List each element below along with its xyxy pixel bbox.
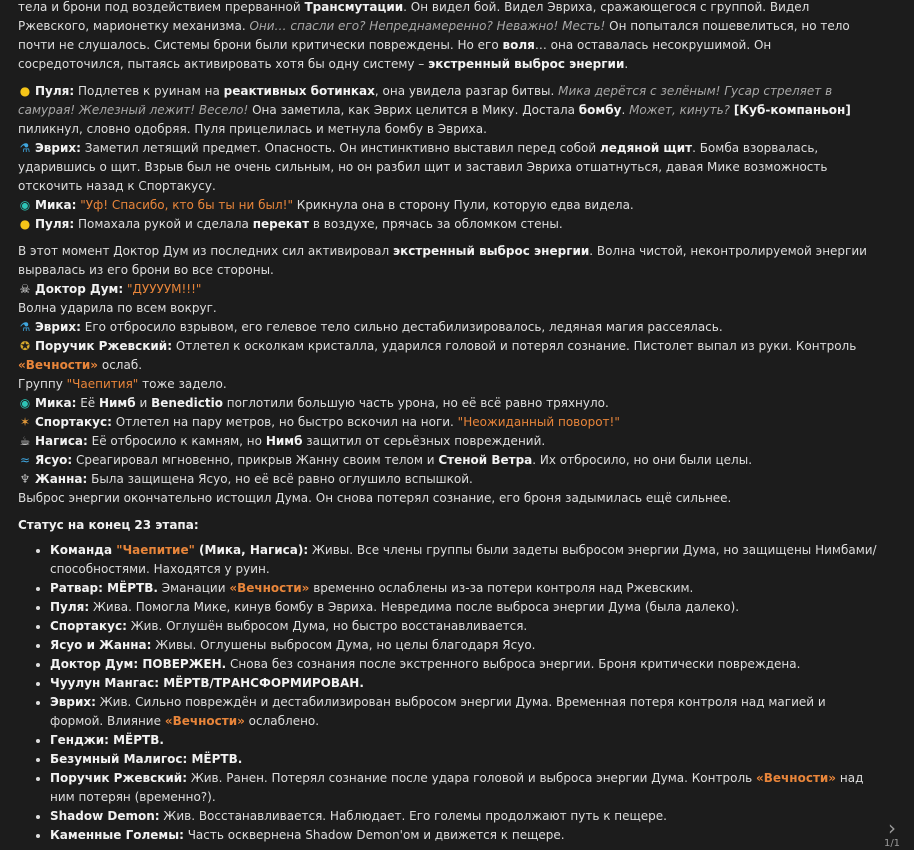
paragraph-nagisa: ☕ Нагиса: Её отбросило к камням, но Нимб защитил от серьёзных повреждений. <box>18 432 880 451</box>
list-item: • Спортакус: Жив. Оглушён выбросом Дума, но быстро восстанавливается. <box>50 617 880 636</box>
paragraph-zhanna: ♆ Жанна: Была защищена Ясуо, но её всё равно оглушило вспышкой. <box>18 470 880 489</box>
teacup-icon: ☕ <box>19 434 31 448</box>
paragraph-group-hit: Группу "Чаепития" тоже задело. <box>18 377 227 391</box>
list-item: • Доктор Дум: ПОВЕРЖЕН. Снова без сознания после экстренного выброса энергии. Броня критически повреждена. <box>50 655 880 674</box>
list-item: • Поручик Ржевский: Жив. Ранен. Потерял сознание после удара головой и выброса энергии Дума. Контроль «Вечности» над ним потерян (временно?). <box>50 769 880 807</box>
status-title: Статус на конец 23 этапа: <box>18 518 199 532</box>
test-tube-icon: ⚗ <box>19 141 31 155</box>
paragraph-intro: тела и брони под воздействием прерванной Трансмутации. Он видел бой. Видел Эвриха, сражающегося с группой. Видел Ржевского, марионетку механизма. Они… спасли его? Непреднамеренно? Неважно! Месть! Он попытался пошевелиться, но тело почти не слушалось. Системы брони были критически повреждены. Но его воля… она оставалась несокрушимой. Он сосредоточился, пытаясь активировать хотя бы одну систему – экстренный выброс энергии. <box>18 0 850 71</box>
medal-icon: ✪ <box>19 339 31 353</box>
document-body <box>18 0 880 845</box>
paragraph-pulya-bomb: ● Пуля: Подлетев к руинам на реактивных ботинках, она увидела разгар битвы. Мика дерётся с зелёным! Гусар стреляет в самурая! Железный лежит! Весело! Она заметила, как Эврих целится в Мику. Достала бомбу. Может, кинуть? [Куб-компаньон] пиликнул, словно одобряя. Пуля прицелилась и метнула бомбу в Эвриха. <box>18 84 851 136</box>
chevron-right-icon[interactable]: › <box>888 816 896 840</box>
paragraph-doom-shout: ☠ Доктор Дум: "ДУУУУМ!!!" <box>18 280 880 299</box>
wave-icon: ≈ <box>19 453 31 467</box>
page-counter: 1/1 <box>883 838 901 849</box>
eye-icon: ◉ <box>19 396 31 410</box>
paragraph-doom-exhausted: Выброс энергии окончательно истощил Дума. Он снова потерял сознание, его броня задымилась ещё сильнее. <box>18 491 732 505</box>
list-item: • Безумный Малигос: МЁРТВ. <box>50 750 880 769</box>
pager <box>878 818 906 850</box>
list-item: • Команда "Чаепитие" (Мика, Нагиса): Живы. Все члены группы были задеты выбросом энергии Дума, но защищены Нимбами/способностями. Находятся у руин. <box>50 541 880 579</box>
list-item: • Пуля: Жива. Помогла Мике, кинув бомбу в Эвриха. Невредима после выброса энергии Дума (была далеко). <box>50 598 880 617</box>
list-item: • Каменные Големы: Часть осквернена Shadow Demon'ом и движется к пещере. <box>50 826 880 845</box>
list-item: • Ратвар: МЁРТВ. Эманации «Вечности» временно ослаблены из-за потери контроля над Ржевским. <box>50 579 880 598</box>
yellow-circle-icon: ● <box>19 84 31 98</box>
paragraph-yasuo: ≈ Ясуо: Среагировал мгновенно, прикрыв Жанну своим телом и Стеной Ветра. Их отбросило, но они были целы. <box>18 451 880 470</box>
eye-icon: ◉ <box>19 198 31 212</box>
list-item: • Генджи: МЁРТВ. <box>50 731 880 750</box>
yellow-circle-icon: ● <box>19 217 31 231</box>
paragraph-rzhevsky: ✪ Поручик Ржевский: Отлетел к осколкам кристалла, ударился головой и потерял сознание. Пистолет выпал из руки. Контроль «Вечности» ослаб. <box>18 339 857 372</box>
paragraph-doom-blast: В этот момент Доктор Дум из последних сил активировал экстренный выброс энергии. Волна чистой, неконтролируемой энергии вырвалась из его брони во все стороны. <box>18 244 867 277</box>
paragraph-wave: Волна ударила по всем вокруг. <box>18 301 217 315</box>
paragraph-sportacus: ✶ Спортакус: Отлетел на пару метров, но быстро вскочил на ноги. "Неожиданный поворот!" <box>18 413 880 432</box>
list-item: • Чуулун Мангас: МЁРТВ/ТРАНСФОРМИРОВАН. <box>50 674 880 693</box>
paragraph-mika-thanks: ◉ Мика: "Уф! Спасибо, кто бы ты ни был!" Крикнула она в сторону Пули, которую едва видела. <box>18 196 880 215</box>
list-item: • Эврих: Жив. Сильно повреждён и дестабилизирован выбросом энергии Дума. Временная потеря контроля над магией и формой. Влияние «Вечности» ослаблено. <box>50 693 880 731</box>
acrobat-icon: ✶ <box>19 415 31 429</box>
paragraph-evrikh-shield: ⚗ Эврих: Заметил летящий предмет. Опасность. Он инстинктивно выставил перед собой ледяной щит. Бомба взорвалась, ударившись о щит. Взрыв был не очень сильным, но он разбил щит и заставил Эвриха отшатнуться, давая Мике возможность отскочить назад к Спортакусу. <box>18 141 828 193</box>
list-item: • Shadow Demon: Жив. Восстанавливается. Наблюдает. Его големы продолжают путь к пещере. <box>50 807 880 826</box>
status-list <box>18 541 880 845</box>
paragraph-mika-nimb: ◉ Мика: Её Нимб и Benedictio поглотили большую часть урона, но её всё равно тряхнуло. <box>18 394 880 413</box>
list-item: • Ясуо и Жанна: Живы. Оглушены выбросом Дума, но целы благодаря Ясуо. <box>50 636 880 655</box>
test-tube-icon: ⚗ <box>19 320 31 334</box>
paragraph-evrikh-blown: ⚗ Эврих: Его отбросило взрывом, его гелевое тело сильно дестабилизировалось, ледяная магия рассеялась. <box>18 318 880 337</box>
skull-icon: ☠ <box>19 282 31 296</box>
paragraph-pulya-roll: ● Пуля: Помахала рукой и сделала перекат в воздухе, прячась за обломком стены. <box>18 215 880 234</box>
tornado-icon: ♆ <box>19 472 31 486</box>
